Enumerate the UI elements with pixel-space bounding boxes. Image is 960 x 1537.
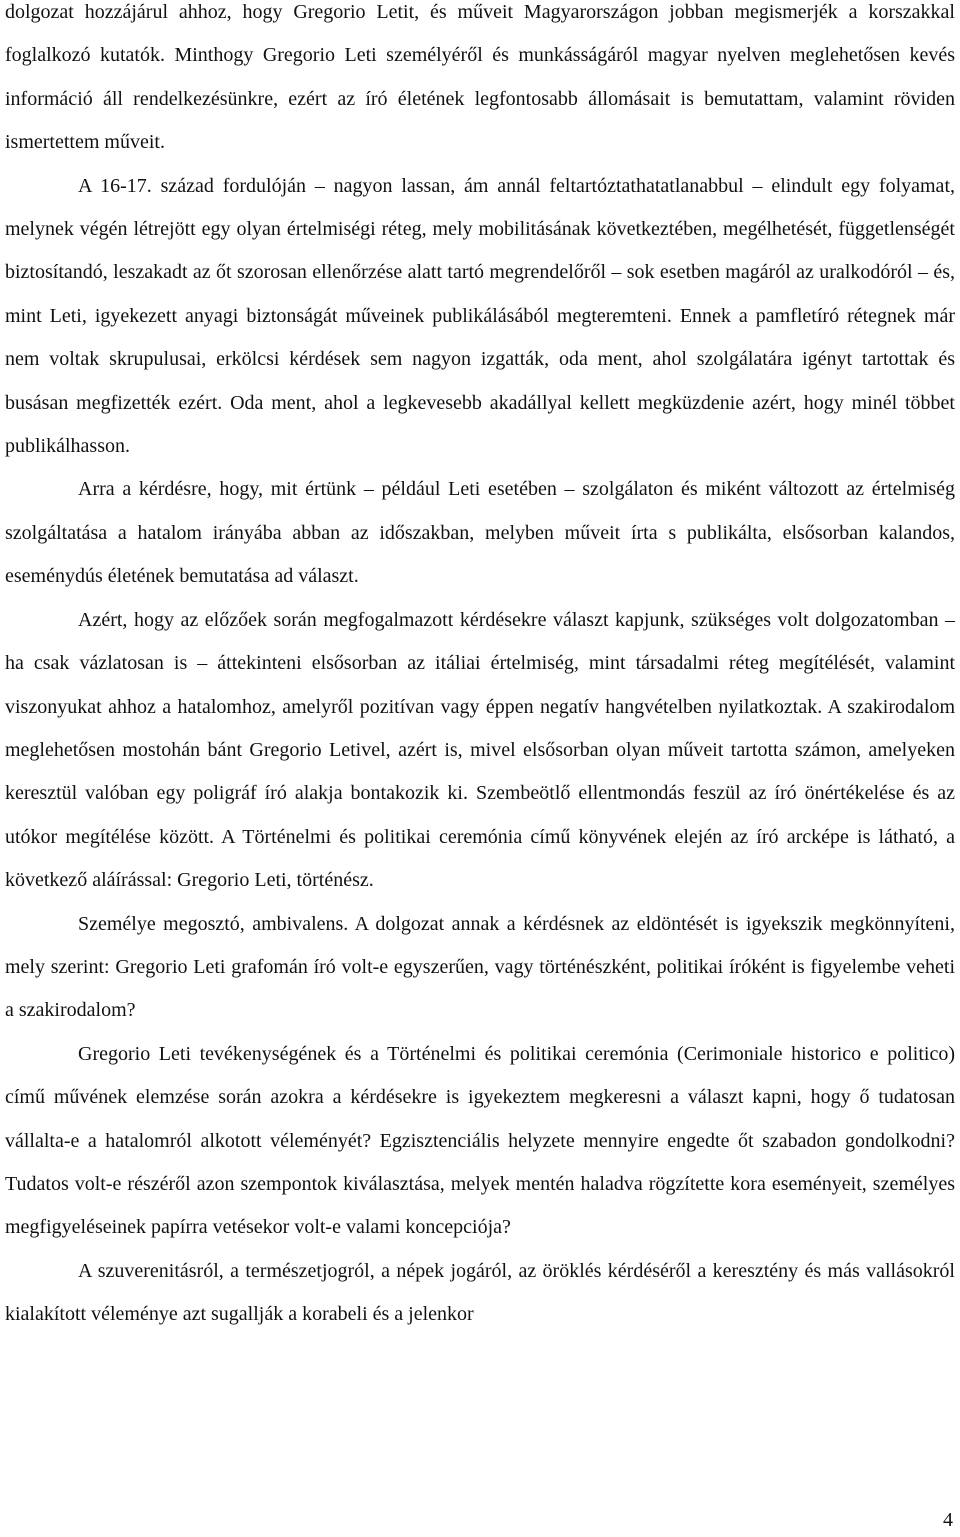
- paragraph-intro-continuation: dolgozat hozzájárul ahhoz, hogy Gregorio Letit, és műveit Magyarországon jobban megismerjék a korszakkal foglalkozó kutatók. Minthogy Gregorio Leti személyéről és munkásságáról magyar nyelven meglehetősen kevés információ áll rendelkezésünkre, ezért az író életének legfontosabb állomásait is bemutattam, valamint röviden ismertettem műveit.: [5, 1, 955, 154]
- paragraph-sovereignty: A szuverenitásról, a természetjogról, a népek jogáról, az öröklés kérdéséről a keresztény és más vallásokról kialakított véleménye azt sugallják a korabeli és a jelenkor: [5, 1259, 955, 1326]
- paragraph-literature-review: Azért, hogy az előzőek során megfogalmazott kérdésekre választ kapjunk, szükséges volt dolgozatomban – ha csak vázlatosan is – áttekinteni elsősorban az itáliai értelmiség, mint társadalmi réteg megítélését, valamint viszonyukat ahhoz a hatalomhoz, amelyről pozitívan vagy éppen negatív hangvételben nyilatkoztak. A szakirodalom meglehetősen mostohán bánt Gregorio Letivel, azért is, mivel elsősorban olyan műveit tartotta számon, amelyeken keresztül valóban egy poligráf író alakja bontakozik ki. Szembeötlő ellentmondás feszül az író önértékelése és az utókor megítélése között. A Történelmi és politikai ceremónia című könyvének elején az író arcképe is látható, a következő aláírással: Gregorio Leti, történész.: [5, 608, 955, 892]
- page-number: 4: [943, 1509, 953, 1531]
- paragraph-intellectual-layer: A 16-17. század fordulóján – nagyon lassan, ám annál feltartóztathatatlanabbul – elindult egy folyamat, melynek végén létrejött egy olyan értelmiségi réteg, mely mobilitásának következtében, megélhetését, függetlenségét biztosítandó, leszakadt az őt szorosan ellenőrzése alatt tartó megrendelőről – sok esetben magáról az uralkodóról – és, mint Leti, igyekezett anyagi biztonságát műveinek publikálásából megteremteni. Ennek a pamfletíró rétegnek már nem voltak skrupulusai, erkölcsi kérdések sem nagyon izgatták, oda ment, ahol szolgálatára igényt tartottak és busásan megfizették ezért. Oda ment, ahol a legkevesebb akadállyal kellett megküzdenie azért, hogy minél többet publikálhasson.: [5, 174, 955, 458]
- paragraph-service-question: Arra a kérdésre, hogy, mit értünk – például Leti esetében – szolgálaton és miként változott az értelmiség szolgáltatása a hatalom irányába abban az időszakban, melyben műveit írta s publikálta, elsősorban kalandos, eseménydús életének bemutatása ad választ.: [5, 478, 955, 588]
- paragraph-ambivalent-person: Személye megosztó, ambivalens. A dolgozat annak a kérdésnek az eldöntését is igyekszik megkönnyíteni, mely szerint: Gregorio Leti grafomán író volt-e egyszerűen, vagy történészként, politikai íróként is figyelembe veheti a szakirodalom?: [5, 912, 955, 1022]
- paragraph-ceremony-analysis: Gregorio Leti tevékenységének és a Történelmi és politikai ceremónia (Cerimoniale historico e politico) című művének elemzése során azokra a kérdésekre is igyekeztem megkeresni a választ kapni, hogy ő tudatosan vállalta-e a hatalomról alkotott véleményét? Egzisztenciális helyzete mennyire engedte őt szabadon gondolkodni? Tudatos volt-e részéről azon szempontok kiválasztása, melyek mentén haladva rögzítette kora eseményeit, személyes megfigyeléseinek papírra vetésekor volt-e valami koncepciója?: [5, 1042, 955, 1239]
- document-page: [5, 0, 955, 1337]
